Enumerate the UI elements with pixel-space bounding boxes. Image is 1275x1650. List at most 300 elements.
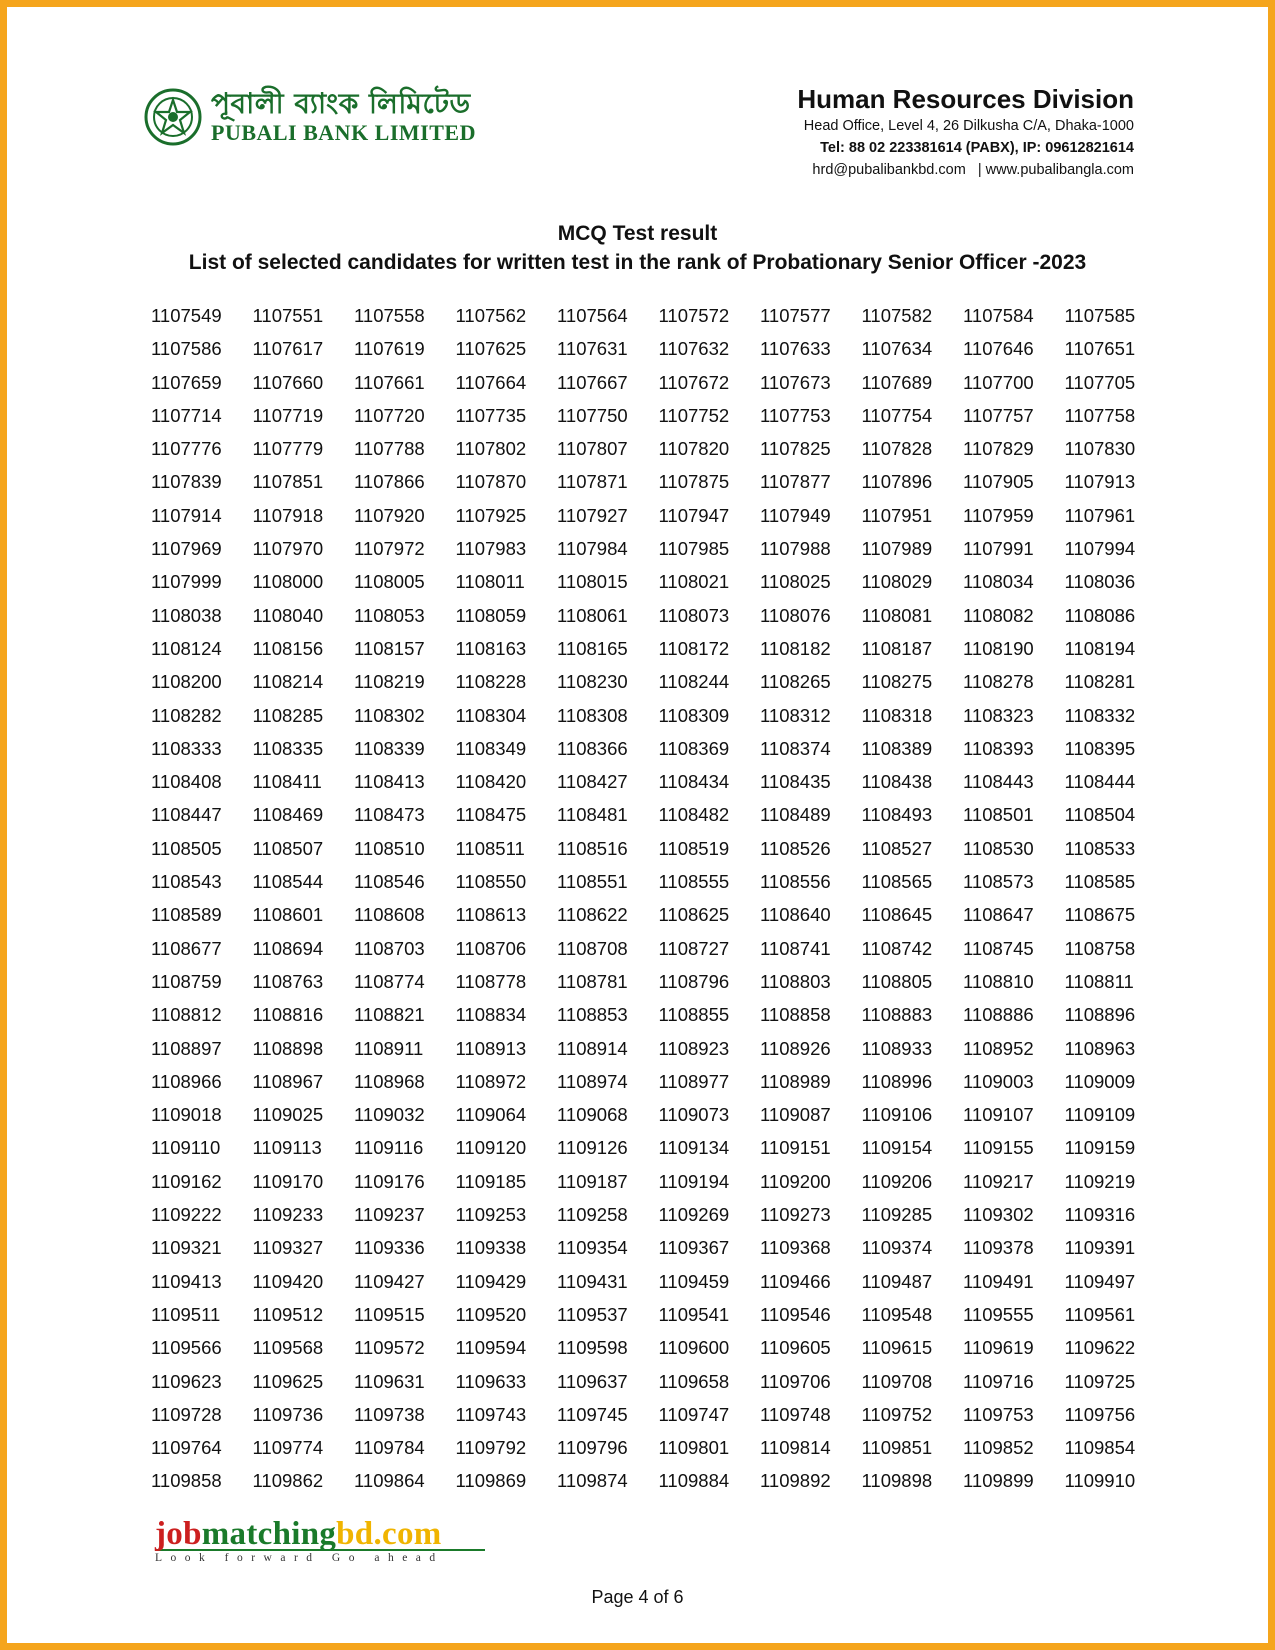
roll-number-cell: 1107577: [760, 305, 831, 326]
roll-number-cell: 1109321: [151, 1237, 222, 1259]
roll-number-cell: 1107972: [354, 538, 425, 560]
roll-number-cell: 1109725: [1064, 1370, 1136, 1392]
roll-number-cell: 1109541: [658, 1303, 730, 1325]
roll-number-cell: 1108608: [354, 904, 425, 926]
roll-number-grid: [151, 305, 1166, 1504]
roll-number-cell: 1109378: [963, 1237, 1034, 1259]
roll-number-cell: 1108511: [455, 837, 525, 859]
roll-number-cell: 1107779: [252, 438, 324, 460]
roll-number-cell: 1109633: [455, 1370, 527, 1392]
roll-number-cell: 1109459: [658, 1270, 730, 1292]
roll-number-cell: 1109109: [1064, 1104, 1136, 1126]
roll-number-cell: 1107673: [760, 371, 831, 393]
roll-number-cell: 1108214: [252, 671, 324, 693]
roll-number-cell: 1107750: [557, 404, 628, 426]
roll-number-cell: 1109745: [557, 1403, 628, 1425]
roll-number-cell: 1108640: [760, 904, 831, 926]
roll-number-cell: 1107829: [963, 438, 1034, 460]
roll-number-cell: 1108759: [151, 970, 222, 992]
roll-number-cell: 1108447: [151, 804, 222, 826]
roll-number-cell: 1108989: [760, 1070, 831, 1092]
roll-number-cell: 1109491: [963, 1270, 1034, 1292]
roll-number-cell: 1107549: [151, 305, 222, 326]
roll-number-cell: 1108000: [252, 571, 324, 593]
roll-number-cell: 1109032: [354, 1104, 425, 1126]
roll-number-cell: 1108972: [455, 1070, 527, 1092]
roll-number-cell: 1109466: [760, 1270, 831, 1292]
roll-number-cell: 1107758: [1064, 404, 1136, 426]
roll-number-cell: 1108645: [861, 904, 933, 926]
document-titles: [7, 220, 1268, 277]
roll-number-cell: 1108302: [354, 704, 425, 726]
roll-number-cell: 1109134: [658, 1137, 730, 1159]
roll-number-cell: 1108395: [1064, 737, 1136, 759]
roll-number-cell: 1108481: [557, 804, 628, 826]
roll-number-cell: 1108282: [151, 704, 222, 726]
roll-number-cell: 1108519: [658, 837, 730, 859]
roll-number-cell: 1109285: [861, 1204, 933, 1226]
roll-number-cell: 1109728: [151, 1403, 222, 1425]
roll-number-cell: 1108413: [354, 771, 425, 793]
roll-number-cell: 1108156: [252, 637, 324, 659]
roll-number-cell: 1108968: [354, 1070, 425, 1092]
roll-number-cell: 1108374: [760, 737, 831, 759]
roll-number-cell: 1108333: [151, 737, 222, 759]
contact-line: [797, 159, 1134, 181]
roll-number-cell: 1107634: [861, 338, 933, 360]
roll-number-cell: 1107991: [963, 538, 1034, 560]
roll-number-cell: 1107632: [658, 338, 730, 360]
roll-number-cell: 1107551: [252, 305, 324, 326]
roll-number-cell: 1108034: [963, 571, 1034, 593]
roll-number-cell: 1108420: [455, 771, 527, 793]
roll-number-cell: 1108029: [861, 571, 933, 593]
roll-number-cell: 1108781: [557, 970, 628, 992]
roll-number-cell: 1109194: [658, 1170, 730, 1192]
roll-number-cell: 1109753: [963, 1403, 1034, 1425]
roll-number-cell: 1108778: [455, 970, 527, 992]
roll-number-cell: 1109151: [760, 1137, 831, 1159]
roll-number-cell: 1108589: [151, 904, 222, 926]
roll-number-cell: 1109200: [760, 1170, 831, 1192]
roll-number-cell: 1108805: [861, 970, 933, 992]
roll-number-cell: 1109784: [354, 1437, 425, 1459]
roll-number-cell: 1109892: [760, 1470, 831, 1492]
roll-number-cell: 1108475: [455, 804, 527, 826]
roll-number-cell: 1108082: [963, 604, 1034, 626]
roll-number-cell: 1107572: [658, 305, 730, 326]
roll-number-cell: 1108821: [354, 1004, 425, 1026]
roll-number-cell: 1108469: [252, 804, 324, 826]
roll-number-cell: 1109774: [252, 1437, 324, 1459]
roll-number-cell: 1107951: [861, 504, 933, 526]
roll-number-cell: 1107661: [354, 371, 425, 393]
roll-number-cell: 1109427: [354, 1270, 425, 1292]
roll-number-cell: 1108244: [658, 671, 730, 693]
roll-number-cell: 1109217: [963, 1170, 1034, 1192]
roll-number-cell: 1107870: [455, 471, 527, 493]
roll-number-cell: 1108926: [760, 1037, 831, 1059]
roll-number-cell: 1107875: [658, 471, 730, 493]
roll-number-cell: 1109752: [861, 1403, 933, 1425]
roll-number-cell: 1109170: [252, 1170, 324, 1192]
roll-number-cell: 1109116: [354, 1137, 424, 1159]
roll-number-cell: 1108165: [557, 637, 628, 659]
roll-number-cell: 1109899: [963, 1470, 1034, 1492]
roll-number-cell: 1108053: [354, 604, 425, 626]
roll-number-cell: 1108504: [1064, 804, 1136, 826]
roll-number-cell: 1109110: [151, 1137, 221, 1159]
roll-number-cell: 1108556: [760, 871, 831, 893]
roll-number-cell: 1109187: [557, 1170, 628, 1192]
roll-number-cell: 1108811: [1064, 970, 1134, 992]
roll-number-cell: 1109736: [252, 1403, 324, 1425]
roll-number-cell: 1109561: [1064, 1303, 1136, 1325]
roll-number-cell: 1108544: [252, 871, 324, 893]
roll-number-cell: 1108427: [557, 771, 628, 793]
roll-number-cell: 1108834: [455, 1004, 527, 1026]
roll-number-cell: 1108230: [557, 671, 628, 693]
email-link[interactable]: hrd@pubalibankbd.com: [812, 162, 966, 178]
roll-number-cell: 1108855: [658, 1004, 730, 1026]
roll-number-cell: 1107667: [557, 371, 628, 393]
roll-number-cell: 1109413: [151, 1270, 222, 1292]
roll-number-cell: 1109159: [1064, 1137, 1136, 1159]
roll-number-cell: 1109106: [861, 1104, 933, 1126]
roll-number-cell: 1109738: [354, 1403, 425, 1425]
roll-number-cell: 1109120: [455, 1137, 527, 1159]
roll-number-cell: 1109851: [861, 1437, 933, 1459]
roll-number-cell: 1108038: [151, 604, 222, 626]
roll-number-cell: 1108349: [455, 737, 527, 759]
roll-number-cell: 1108281: [1064, 671, 1136, 693]
roll-number-cell: 1107720: [354, 404, 425, 426]
roll-number-cell: 1108411: [252, 771, 322, 793]
roll-number-cell: 1108501: [963, 804, 1034, 826]
roll-number-cell: 1108036: [1064, 571, 1136, 593]
pubali-bank-seal-icon: [143, 87, 203, 147]
roll-number-cell: 1108622: [557, 904, 628, 926]
roll-number-cell: 1109269: [658, 1204, 730, 1226]
roll-number-cell: 1108883: [861, 1004, 933, 1026]
roll-number-cell: 1107660: [252, 371, 324, 393]
roll-number-cell: 1108265: [760, 671, 831, 693]
roll-number-cell: 1108546: [354, 871, 425, 893]
roll-number-cell: 1109354: [557, 1237, 628, 1259]
roll-number-cell: 1109520: [455, 1303, 527, 1325]
roll-number-cell: 1109367: [658, 1237, 730, 1259]
roll-number-cell: 1108443: [963, 771, 1034, 793]
roll-number-cell: 1108647: [963, 904, 1034, 926]
roll-number-cell: 1108025: [760, 571, 831, 593]
roll-number-cell: 1109862: [252, 1470, 324, 1492]
roll-number-cell: 1109619: [963, 1337, 1034, 1359]
logo-text: [211, 88, 476, 146]
roll-number-cell: 1109487: [861, 1270, 933, 1292]
roll-number-cell: 1108967: [252, 1070, 324, 1092]
roll-number-cell: 1109566: [151, 1337, 222, 1359]
roll-number-cell: 1107562: [455, 305, 527, 326]
roll-number-cell: 1109631: [354, 1370, 425, 1392]
roll-number-cell: 1108444: [1064, 771, 1136, 793]
roll-number-cell: 1108933: [861, 1037, 933, 1059]
roll-number-cell: 1108332: [1064, 704, 1136, 726]
roll-number-cell: 1109003: [963, 1070, 1034, 1092]
roll-number-cell: 1107959: [963, 504, 1034, 526]
roll-number-cell: 1107651: [1064, 338, 1136, 360]
roll-number-cell: 1107585: [1064, 305, 1136, 326]
roll-number-cell: 1108366: [557, 737, 628, 759]
roll-number-cell: 1109497: [1064, 1270, 1136, 1292]
roll-number-cell: 1107913: [1064, 471, 1136, 493]
roll-number-cell: 1108886: [963, 1004, 1034, 1026]
roll-number-cell: 1109637: [557, 1370, 628, 1392]
roll-number-cell: 1109219: [1064, 1170, 1136, 1192]
roll-number-cell: 1108200: [151, 671, 222, 693]
roll-number-cell: 1109025: [252, 1104, 324, 1126]
roll-number-cell: 1109258: [557, 1204, 628, 1226]
roll-number-cell: 1108796: [658, 970, 730, 992]
roll-number-cell: 1108505: [151, 837, 222, 859]
roll-number-cell: 1109237: [354, 1204, 425, 1226]
roll-number-cell: 1108708: [557, 937, 628, 959]
roll-number-cell: 1108974: [557, 1070, 628, 1092]
roll-number-cell: 1107735: [455, 404, 527, 426]
roll-number-cell: 1109009: [1064, 1070, 1136, 1092]
roll-number-cell: 1107877: [760, 471, 831, 493]
roll-number-cell: 1108163: [455, 637, 527, 659]
roll-number-cell: 1109374: [861, 1237, 933, 1259]
roll-number-cell: 1108489: [760, 804, 831, 826]
roll-number-cell: 1109511: [151, 1303, 221, 1325]
website-link[interactable]: | www.pubalibangla.com: [977, 162, 1134, 178]
roll-number-cell: 1108963: [1064, 1037, 1136, 1059]
roll-number-cell: 1109431: [557, 1270, 628, 1292]
roll-number-cell: 1108323: [963, 704, 1034, 726]
roll-number-cell: 1108278: [963, 671, 1034, 693]
roll-number-cell: 1107659: [151, 371, 222, 393]
roll-number-cell: 1108745: [963, 937, 1034, 959]
roll-number-cell: 1109743: [455, 1403, 527, 1425]
roll-number-cell: 1107830: [1064, 438, 1136, 460]
roll-number-cell: 1108507: [252, 837, 324, 859]
roll-number-cell: 1109747: [658, 1403, 730, 1425]
roll-number-cell: 1108613: [455, 904, 527, 926]
roll-number-cell: 1108601: [252, 904, 324, 926]
roll-number-cell: 1108275: [861, 671, 933, 693]
roll-number-cell: 1108015: [557, 571, 628, 593]
roll-number-cell: 1107753: [760, 404, 831, 426]
roll-number-cell: 1109185: [455, 1170, 527, 1192]
roll-number-cell: 1108318: [861, 704, 933, 726]
roll-number-cell: 1108742: [861, 937, 933, 959]
roll-number-cell: 1107582: [861, 305, 933, 326]
roll-number-cell: 1108172: [658, 637, 730, 659]
roll-number-cell: 1107700: [963, 371, 1034, 393]
roll-number-cell: 1107776: [151, 438, 222, 460]
roll-number-cell: 1108952: [963, 1037, 1034, 1059]
roll-number-cell: 1109113: [252, 1137, 322, 1159]
roll-number-cell: 1109623: [151, 1370, 222, 1392]
roll-number-cell: 1108555: [658, 871, 730, 893]
roll-number-cell: 1109572: [354, 1337, 425, 1359]
roll-number-cell: 1108677: [151, 937, 222, 959]
roll-number-cell: 1109512: [252, 1303, 324, 1325]
roll-number-cell: 1107564: [557, 305, 628, 326]
roll-number-cell: 1108059: [455, 604, 527, 626]
roll-number-cell: 1108219: [354, 671, 425, 693]
roll-number-cell: 1108190: [963, 637, 1034, 659]
roll-number-cell: 1108565: [861, 871, 933, 893]
roll-number-cell: 1108727: [658, 937, 730, 959]
roll-number-cell: 1108157: [354, 637, 425, 659]
roll-number-cell: 1109658: [658, 1370, 730, 1392]
roll-number-cell: 1109338: [455, 1237, 527, 1259]
roll-number-cell: 1108550: [455, 871, 527, 893]
roll-number-cell: 1107989: [861, 538, 933, 560]
roll-number-cell: 1109336: [354, 1237, 425, 1259]
roll-number-cell: 1109852: [963, 1437, 1034, 1459]
roll-number-cell: 1108434: [658, 771, 730, 793]
roll-number-cell: 1109327: [252, 1237, 324, 1259]
roll-number-cell: 1107896: [861, 471, 933, 493]
roll-number-cell: 1107851: [252, 471, 324, 493]
roll-number-cell: 1107625: [455, 338, 527, 360]
roll-number-cell: 1108996: [861, 1070, 933, 1092]
roll-number-cell: 1109068: [557, 1104, 628, 1126]
roll-number-cell: 1109555: [963, 1303, 1034, 1325]
roll-number-cell: 1109796: [557, 1437, 628, 1459]
roll-number-cell: 1109154: [861, 1137, 933, 1159]
roll-number-cell: 1107719: [252, 404, 324, 426]
roll-number-cell: 1108913: [455, 1037, 527, 1059]
roll-number-cell: 1107757: [963, 404, 1034, 426]
roll-number-cell: 1109869: [455, 1470, 527, 1492]
roll-number-cell: 1107633: [760, 338, 831, 360]
roll-number-cell: 1108858: [760, 1004, 831, 1026]
roll-number-cell: 1108369: [658, 737, 730, 759]
roll-number-cell: 1109615: [861, 1337, 933, 1359]
roll-number-cell: 1109594: [455, 1337, 527, 1359]
roll-number-cell: 1109910: [1064, 1470, 1136, 1492]
roll-number-cell: 1108853: [557, 1004, 628, 1026]
roll-number-cell: 1107752: [658, 404, 730, 426]
roll-number-cell: 1107988: [760, 538, 831, 560]
roll-number-cell: 1107866: [354, 471, 425, 493]
roll-number-cell: 1108021: [658, 571, 730, 593]
roll-number-cell: 1107802: [455, 438, 527, 460]
roll-number-cell: 1108473: [354, 804, 425, 826]
page-number: Page 4 of 6: [591, 1587, 684, 1607]
roll-number-cell: 1108393: [963, 737, 1034, 759]
roll-number-cell: 1109368: [760, 1237, 831, 1259]
roll-number-cell: 1108911: [354, 1037, 424, 1059]
roll-number-cell: 1107617: [252, 338, 324, 360]
roll-number-cell: 1109600: [658, 1337, 730, 1359]
roll-number-cell: 1107828: [861, 438, 933, 460]
roll-number-cell: 1108966: [151, 1070, 222, 1092]
roll-number-cell: 1108533: [1064, 837, 1136, 859]
roll-number-cell: 1109548: [861, 1303, 933, 1325]
roll-number-cell: 1108816: [252, 1004, 324, 1026]
roll-number-cell: 1107807: [557, 438, 628, 460]
roll-number-cell: 1107985: [658, 538, 730, 560]
watermark-logo-text: [155, 1517, 485, 1551]
roll-number-cell: 1109801: [658, 1437, 730, 1459]
roll-number-cell: 1107619: [354, 338, 425, 360]
roll-number-cell: 1109253: [455, 1204, 527, 1226]
roll-number-cell: 1108389: [861, 737, 933, 759]
roll-number-cell: 1108573: [963, 871, 1034, 893]
roll-number-cell: 1109568: [252, 1337, 324, 1359]
document-subtitle: List of selected candidates for written test in the rank of Probationary Senior Officer -2023: [188, 251, 1087, 274]
roll-number-cell: 1109756: [1064, 1403, 1136, 1425]
roll-number-cell: 1107689: [861, 371, 933, 393]
roll-number-cell: 1107961: [1064, 504, 1136, 526]
roll-number-cell: 1108309: [658, 704, 730, 726]
roll-number-cell: 1107646: [963, 338, 1034, 360]
roll-number-cell: 1109884: [658, 1470, 730, 1492]
roll-number-cell: 1109107: [963, 1104, 1034, 1126]
roll-number-cell: 1109708: [861, 1370, 933, 1392]
roll-number-cell: 1109864: [354, 1470, 425, 1492]
roll-number-cell: 1108898: [252, 1037, 324, 1059]
roll-number-cell: 1108810: [963, 970, 1034, 992]
roll-number-cell: 1109429: [455, 1270, 527, 1292]
roll-number-cell: 1109316: [1064, 1204, 1136, 1226]
division-header: [797, 83, 1134, 181]
roll-number-cell: 1109126: [557, 1137, 628, 1159]
roll-number-cell: 1108228: [455, 671, 527, 693]
roll-number-cell: 1107905: [963, 471, 1034, 493]
roll-number-cell: 1108510: [354, 837, 425, 859]
roll-number-cell: 1108758: [1064, 937, 1136, 959]
roll-number-cell: 1109073: [658, 1104, 730, 1126]
roll-number-cell: 1108086: [1064, 604, 1136, 626]
roll-number-cell: 1108551: [557, 871, 628, 893]
roll-number-cell: 1107970: [252, 538, 324, 560]
roll-number-cell: 1108763: [252, 970, 324, 992]
roll-number-cell: 1109874: [557, 1470, 628, 1492]
roll-number-cell: 1108694: [252, 937, 324, 959]
roll-number-cell: 1109273: [760, 1204, 831, 1226]
roll-number-cell: 1107825: [760, 438, 831, 460]
roll-number-cell: 1108312: [760, 704, 831, 726]
roll-number-cell: 1108187: [861, 637, 933, 659]
roll-number-cell: 1108073: [658, 604, 730, 626]
roll-number-cell: 1108304: [455, 704, 527, 726]
roll-number-cell: 1109515: [354, 1303, 425, 1325]
roll-number-cell: 1109764: [151, 1437, 222, 1459]
roll-number-cell: 1107999: [151, 571, 222, 593]
roll-number-cell: 1108977: [658, 1070, 730, 1092]
roll-number-cell: 1107705: [1064, 371, 1136, 393]
office-address: Head Office, Level 4, 26 Dilkusha C/A, Dhaka-1000: [803, 118, 1134, 134]
roll-number-cell: 1109858: [151, 1470, 222, 1492]
watermark-bd: bd.com: [336, 1516, 442, 1552]
roll-number-cell: 1108308: [557, 704, 628, 726]
roll-number-cell: 1107925: [455, 504, 527, 526]
roll-number-cell: 1109898: [861, 1470, 933, 1492]
roll-number-cell: 1109598: [557, 1337, 628, 1359]
roll-number-cell: 1109018: [151, 1104, 222, 1126]
roll-number-cell: 1108182: [760, 637, 831, 659]
roll-number-cell: 1108438: [861, 771, 933, 793]
roll-number-cell: 1107754: [861, 404, 933, 426]
roll-number-cell: 1108040: [252, 604, 324, 626]
bank-logo: [143, 87, 476, 147]
roll-number-cell: 1108527: [861, 837, 933, 859]
